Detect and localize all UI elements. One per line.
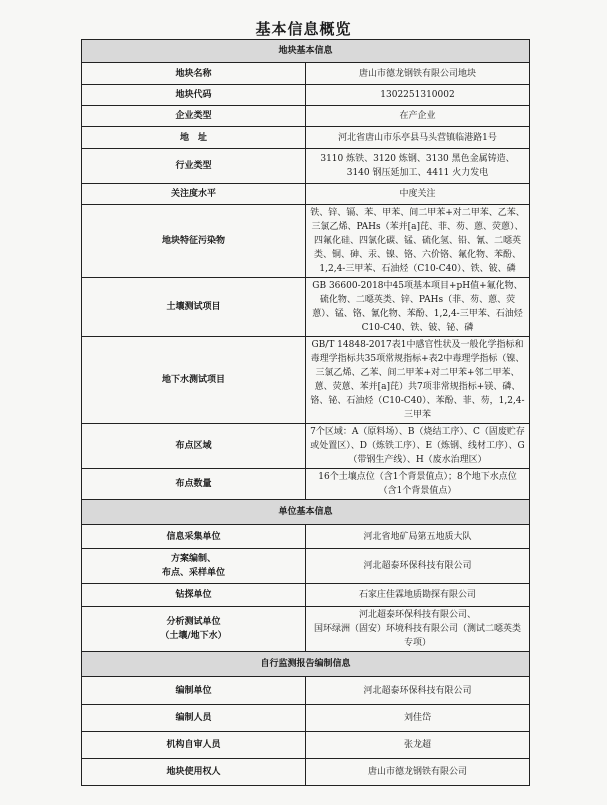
row-label: 编制单位 xyxy=(82,677,306,705)
row-label: 分析测试单位 （土壤/地下水） xyxy=(82,607,306,652)
section-header-row xyxy=(82,652,530,677)
table-row xyxy=(82,85,530,106)
row-value: GB/T 14848-2017表1中感官性状及一般化学指标和毒理学指标共35项常规指标+表2中毒理学指标（镍、三氯乙烯、乙苯、间二甲苯+对二甲苯+邻二甲苯、蒽、荧蒽、苯并[a]芘）共7项非常规指标+镁、磷、铬、铋、石油烃（C10-C40）、苯酚、菲、芴，1,2,4-三甲苯 xyxy=(306,337,530,424)
row-label: 信息采集单位 xyxy=(82,525,306,549)
table-row xyxy=(82,278,530,337)
row-value: 7个区域：A（原料场）、B（烧结工序）、C（固废贮存或处置区）、D（炼铁工序）、E（炼钢、线材工序）、G（带钢生产线）、H（废水治理区） xyxy=(306,424,530,469)
row-value: 唐山市德龙钢铁有限公司地块 xyxy=(306,63,530,85)
table-row xyxy=(82,549,530,584)
row-value: 河北超泰环保科技有限公司 xyxy=(306,677,530,705)
section-header-row xyxy=(82,500,530,525)
row-value: 刘佳岱 xyxy=(306,705,530,732)
table-row xyxy=(82,525,530,549)
row-label: 地块使用权人 xyxy=(82,759,306,786)
table-row xyxy=(82,106,530,127)
table-row xyxy=(82,127,530,149)
row-value: 石家庄佳霖地质勘探有限公司 xyxy=(306,584,530,607)
table-row xyxy=(82,759,530,786)
row-value: 铁、锌、镉、苯、甲苯、间二甲苯+对二甲苯、乙苯、三氯乙烯、PAHs（苯并[a]芘、菲、芴、蒽、荧蒽）、四氟化硅、四氯化碳、锰、硫化氢、铅、氰、二噁英类、铜、砷、汞、镍、铬、六价铬、氟化物、苯酚、1,2,4-三甲苯、石油烃（C10-C40）、铁、铍、磷 xyxy=(306,205,530,278)
row-label: 关注度水平 xyxy=(82,184,306,205)
row-value: 3110 炼铁、3120 炼钢、3130 黑色金属铸造、 3140 钢压延加工、4411 火力发电 xyxy=(306,149,530,184)
row-label: 企业类型 xyxy=(82,106,306,127)
table-row xyxy=(82,677,530,705)
row-label: 地块代码 xyxy=(82,85,306,106)
row-value: 1302251310002 xyxy=(306,85,530,106)
row-value: 河北省地矿局第五地质大队 xyxy=(306,525,530,549)
table-row xyxy=(82,63,530,85)
row-value: 16个土壤点位（含1个背景值点）；8个地下水点位（含1个背景值点） xyxy=(306,469,530,500)
table-row xyxy=(82,732,530,759)
table-row xyxy=(82,184,530,205)
row-label: 地下水测试项目 xyxy=(82,337,306,424)
row-value: 河北超泰环保科技有限公司 xyxy=(306,549,530,584)
row-label: 地 址 xyxy=(82,127,306,149)
section-report-info: 自行监测报告编制信息 xyxy=(82,652,530,677)
section-header-row xyxy=(82,40,530,63)
table-row xyxy=(82,705,530,732)
row-label: 方案编制、 布点、采样单位 xyxy=(82,549,306,584)
row-label: 布点数量 xyxy=(82,469,306,500)
row-value: 河北省唐山市乐亭县马头营镇临港路1号 xyxy=(306,127,530,149)
row-value: 张龙超 xyxy=(306,732,530,759)
page-title: 基本信息概览 xyxy=(255,20,352,38)
row-label: 布点区域 xyxy=(82,424,306,469)
table-row xyxy=(82,584,530,607)
row-value: GB 36600-2018中45项基本项目+pH值+氟化物、硫化物、二噁英类、锌、PAHs（菲、芴、蒽、荧蒽）、锰、铬、氰化物、苯酚、1,2,4-三甲苯、石油烃C10-C40、铁、铍、铋、磷 xyxy=(306,278,530,337)
row-label: 土壤测试项目 xyxy=(82,278,306,337)
row-value: 河北超泰环保科技有限公司、 国环绿洲（固安）环境科技有限公司（测试二噁英类专项） xyxy=(306,607,530,652)
row-label: 地块特征污染物 xyxy=(82,205,306,278)
table-row xyxy=(82,424,530,469)
row-label: 编制人员 xyxy=(82,705,306,732)
table-row xyxy=(82,149,530,184)
row-label: 机构自审人员 xyxy=(82,732,306,759)
table-row xyxy=(82,607,530,652)
table-row xyxy=(82,337,530,424)
table-row xyxy=(82,205,530,278)
row-label: 钻探单位 xyxy=(82,584,306,607)
row-label: 行业类型 xyxy=(82,149,306,184)
row-value: 在产企业 xyxy=(306,106,530,127)
row-label: 地块名称 xyxy=(82,63,306,85)
info-table xyxy=(81,39,530,786)
section-unit-info: 单位基本信息 xyxy=(82,500,530,525)
row-value: 中度关注 xyxy=(306,184,530,205)
section-plot-info: 地块基本信息 xyxy=(82,40,530,63)
row-value: 唐山市德龙钢铁有限公司 xyxy=(306,759,530,786)
table-row xyxy=(82,469,530,500)
